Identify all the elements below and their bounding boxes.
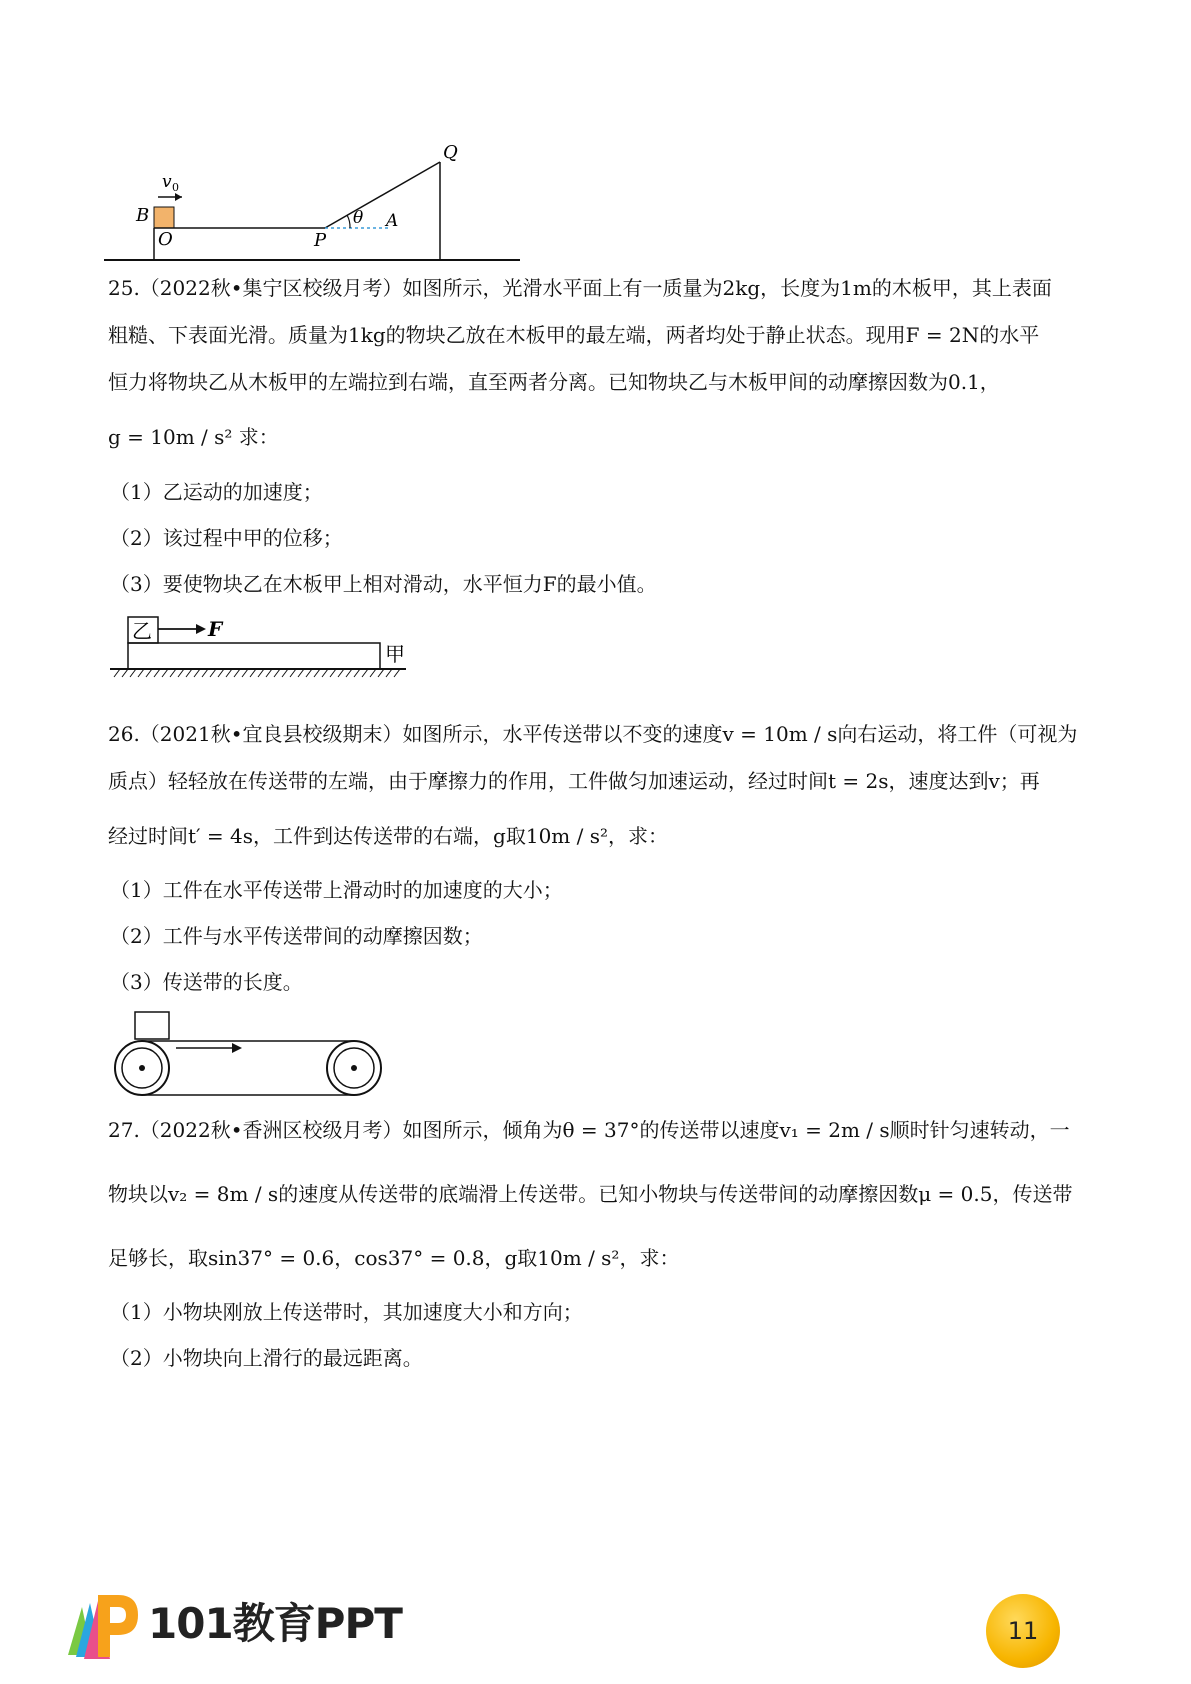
q25-sub3: （3）要使物块乙在木板甲上相对滑动，水平恒力F的最小值。 [110, 572, 657, 596]
svg-text:0: 0 [172, 181, 179, 194]
conveyor-figure [108, 1010, 388, 1100]
label-force-f: F [208, 617, 223, 641]
brand-logo-icon [62, 1585, 142, 1665]
q25-line4: g = 10m / s² 求： [108, 425, 279, 449]
page-number: 11 [1007, 1617, 1039, 1645]
page-number-badge [986, 1594, 1060, 1668]
q25-line1: 25.（2022秋•集宁区校级月考）如图所示，光滑水平面上有一质量为2kg，长度为1m的木板甲，其上表面 [108, 276, 1052, 300]
q25-sub1: （1）乙运动的加速度； [110, 480, 323, 504]
label-q: Q [443, 142, 458, 163]
q27-sub1: （1）小物块刚放上传送带时，其加速度大小和方向； [110, 1300, 583, 1324]
label-block-yi: 乙 [132, 619, 152, 643]
q25-line2: 粗糙、下表面光滑。质量为1kg的物块乙放在木板甲的最左端，两者均处于静止状态。现用F = 2N的水平 [108, 323, 1040, 347]
q27-line1: 27.（2022秋•香洲区校级月考）如图所示，倾角为θ = 37°的传送带以速度v₁ = 2m / s顺时针匀速转动，一 [108, 1118, 1070, 1142]
block-b [154, 207, 174, 228]
q26-line2: 质点）轻轻放在传送带的左端，由于摩擦力的作用，工件做匀加速运动，经过时间t = 2s，速度达到v；再 [108, 769, 1040, 793]
q27-line2: 物块以v₂ = 8m / s的速度从传送带的底端滑上传送带。已知小物块与传送带间的动摩擦因数μ = 0.5，传送带 [108, 1182, 1073, 1206]
q25-line3: 恒力将物块乙从木板甲的左端拉到右端，直至两者分离。已知物块乙与木板甲间的动摩擦因数为0.1， [108, 370, 1000, 394]
label-b: B [136, 205, 150, 226]
label-a: A [386, 211, 399, 231]
board-figure [108, 615, 428, 685]
q26-line1: 26.（2021秋•宜良县校级期末）如图所示，水平传送带以不变的速度v = 10m / s向右运动，将工件（可视为 [108, 722, 1078, 746]
label-o: O [158, 229, 173, 250]
q26-sub2: （2）工件与水平传送带间的动摩擦因数； [110, 924, 483, 948]
label-board-jia: 甲 [385, 642, 405, 666]
label-v0: v [162, 172, 172, 192]
q26-sub1: （1）工件在水平传送带上滑动时的加速度的大小； [110, 878, 563, 902]
q25-sub2: （2）该过程中甲的位移； [110, 526, 343, 550]
brand-name: 101教育PPT [148, 1599, 402, 1648]
q26-line3: 经过时间t′ = 4s，工件到达传送带的右端，g取10m / s²，求： [108, 824, 668, 848]
q27-sub2: （2）小物块向上滑行的最远距离。 [110, 1346, 423, 1370]
q27-line3: 足够长，取sin37° = 0.6，cos37° = 0.8，g取10m / s²，求： [108, 1246, 680, 1270]
q26-sub3: （3）传送带的长度。 [110, 970, 303, 994]
label-theta: θ [353, 208, 364, 228]
label-p: P [314, 230, 327, 251]
incline-figure [100, 140, 520, 265]
